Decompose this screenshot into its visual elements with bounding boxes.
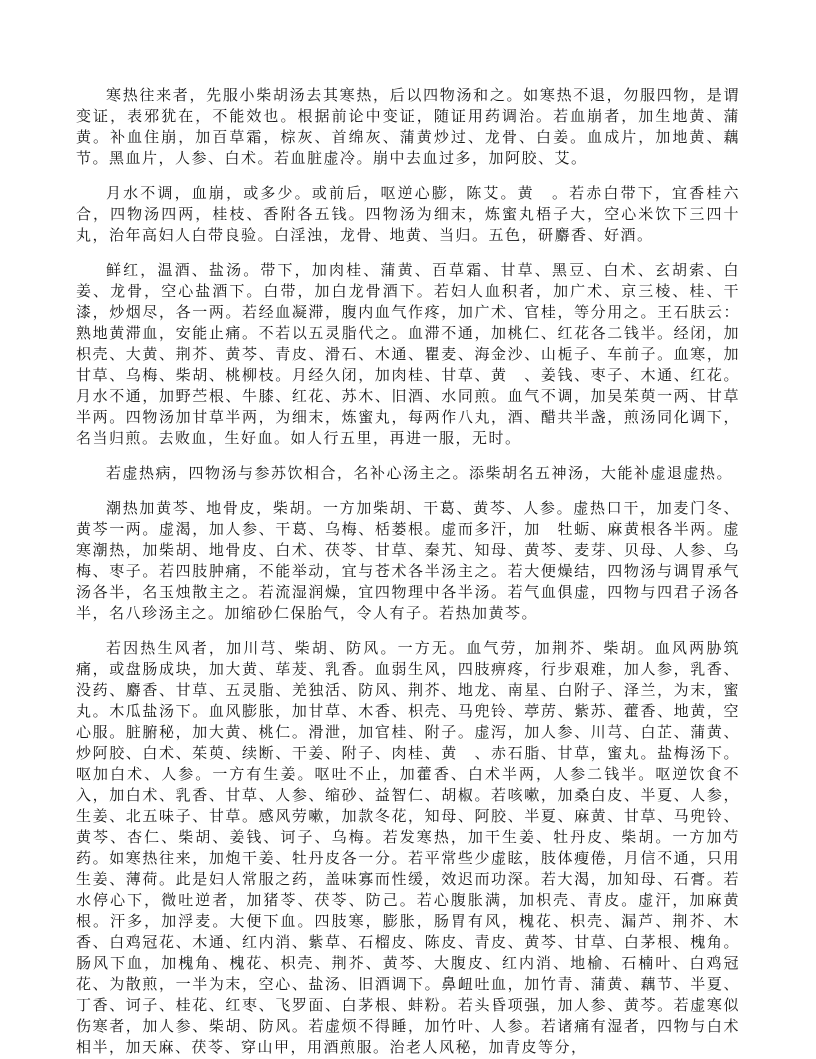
- paragraph-menstrual-irregularity: 月水不调，血崩，或多少。或前后，呕逆心膨，陈艾。黄 。若赤白带下，宜香桂六合，四物汤四两，桂枝、香附各五钱。四物汤为细末，炼蜜丸梧子大，空心米饮下三四十丸，治年高妇人白带良验。白淫浊，龙骨、地黄、当归。五色，研麝香、好酒。: [76, 186, 740, 244]
- paragraph-deficiency-heat: 若虚热病，四物汤与参苏饮相合，名补心汤主之。添柴胡名五神汤，大能补虚退虚热。: [106, 466, 734, 482]
- paragraph-cold-heat-alternation: 寒热往来者，先服小柴胡汤去其寒热，后以四物汤和之。如寒热不退，勿服四物，是谓变证，表邪犹在，不能效也。根据前论中变证，随证用药调治。若血崩者，加生地黄、蒲黄。补血住崩，加百草霜，棕灰、首绵灰、蒲黄炒过、龙骨、白姜。血成片，加地黄、藕节。黑血片，人参、白术。若血脏虚冷。崩中去血过多，加阿胶、艾。: [76, 88, 740, 167]
- paragraph-tidal-fever: 潮热加黄芩、地骨皮，柴胡。一方加柴胡、干葛、黄芩、人参。虚热口干，加麦门冬、黄芩一两。虚渴，加人参、干葛、乌梅、栝蒌根。虚而多汗，加 牡蛎、麻黄根各半两。虚寒潮热，加柴胡、地骨皮、白术、茯苓、甘草、秦艽、知母、黄芩、麦芽、贝母、人参、乌梅、枣子。若四肢肿痛，不能举动，宜与苍术各半汤主之。若大便燥结，四物汤与调胃承气汤各半，名玉烛散主之。若流湿润燥，宜四物理中各半汤。若气血俱虚，四物与四君子汤各半，名八珍汤主之。加缩砂仁保胎气，令人有子。若热加黄芩。: [76, 501, 740, 622]
- paragraph-fresh-red-discharge: 鲜红，温酒、盐汤。带下，加肉桂、蒲黄、百草霜、甘草、黑豆、白术、玄胡索、白姜、龙骨，空心盐酒下。白带，加白龙骨酒下。若妇人血积者，加广术、京三棱、桂、干漆，炒烟尽，各一两。若经血凝滞，腹内血气作疼，加广术、官桂，等分用之。王石肤云：熟地黄滞血，安能止痛。不若以五灵脂代之。血滞不通，加桃仁、红花各二钱半。经闭，加枳壳、大黄、荆芥、黄芩、青皮、滑石、木通、瞿麦、海金沙、山栀子、车前子。血寒，加甘草、乌梅、柴胡、桃柳枝。月经久闭，加肉桂、甘草、黄 、姜钱、枣子、木通、红花。月水不通，加野苎根、牛膝、红花、苏木、旧酒、水同煎。血气不调，加吴茱萸一两、甘草半两。四物汤加甘草半两，为细末，炼蜜丸，每两作八丸，酒、醋共半盏，煎汤同化调下，名当归煎。去败血，生好血。如人行五里，再进一服，无时。: [76, 263, 740, 447]
- paragraph-heat-generating-wind: 若因热生风者，加川芎、柴胡、防风。一方无。血气劳，加荆芥、柴胡。血风两胁筑痛，或盘肠成块，加大黄、荜茇、乳香。血弱生风，四肢痹疼，行步艰难，加人参，乳香、没药、麝香、甘草、五灵脂、羌独活、防风、荆芥、地龙、南星、白附子、泽兰，为末，蜜丸。木瓜盐汤下。血风膨胀，加甘草、木香、枳壳、马兜铃、葶苈、紫苏、藿香、地黄，空心服。脏腑秘，加大黄、桃仁。滑泄，加官桂、附子。虚泻，加人参、川芎、白芷、蒲黄、炒阿胶、白术、茱萸、续断、干姜、附子、肉桂、黄 、赤石脂、甘草，蜜丸。盐梅汤下。呕加白术、人参。一方有生姜。呕吐不止，加藿香、白术半两，人参二钱半。呕逆饮食不入，加白术、乳香、甘草、人参、缩砂、益智仁、胡椒。若咳嗽，加桑白皮、半夏、人参，生姜、北五味子、甘草。感风劳嗽，加款冬花，知母、阿胶、半夏、麻黄、甘草、马兜铃、黄芩、杏仁、柴胡、姜钱、诃子、乌梅。若发寒热，加干生姜、牡丹皮、柴胡。一方加芍药。如寒热往来，加炮干姜、牡丹皮各一分。若平常些少虚眩，肢体瘦倦，月信不通，只用生姜、薄荷。此是妇人常服之药，盖味寡而性缓，效迟而功深。若大渴，加知母、石膏。若水停心下，微吐逆者，加猪苓、茯苓、防己。若心腹胀满，加枳壳、青皮。虚汗，加麻黄根。汗多，加浮麦。大便下血。四肢寒，膨胀，肠胃有风，槐花、枳壳、漏芦、荆芥、木香、白鸡冠花、木通、红内消、紫草、石榴皮、陈皮、青皮、黄芩、甘草、白茅根、槐角。肠风下血，加槐角、槐花、枳壳、荆芥、黄芩、大腹皮、红内消、地榆、石楠叶、白鸡冠花、为散煎，一半为末，空心、盐汤、旧酒调下。鼻衄吐血，加竹青、蒲黄、藕节、半夏、丁香、诃子、桂花、红枣、飞罗面、白茅根、蚌粉。若头昏项强，加人参、黄芩。若虚寒似伤寒者，加人参、柴胡、防风。若虚烦不得睡，加竹叶、人参。若诸痛有湿者，四物与白术相半，加天麻、茯苓、穿山甲，用酒煎服。治老人风秘，加青皮等分，: [76, 641, 740, 1056]
